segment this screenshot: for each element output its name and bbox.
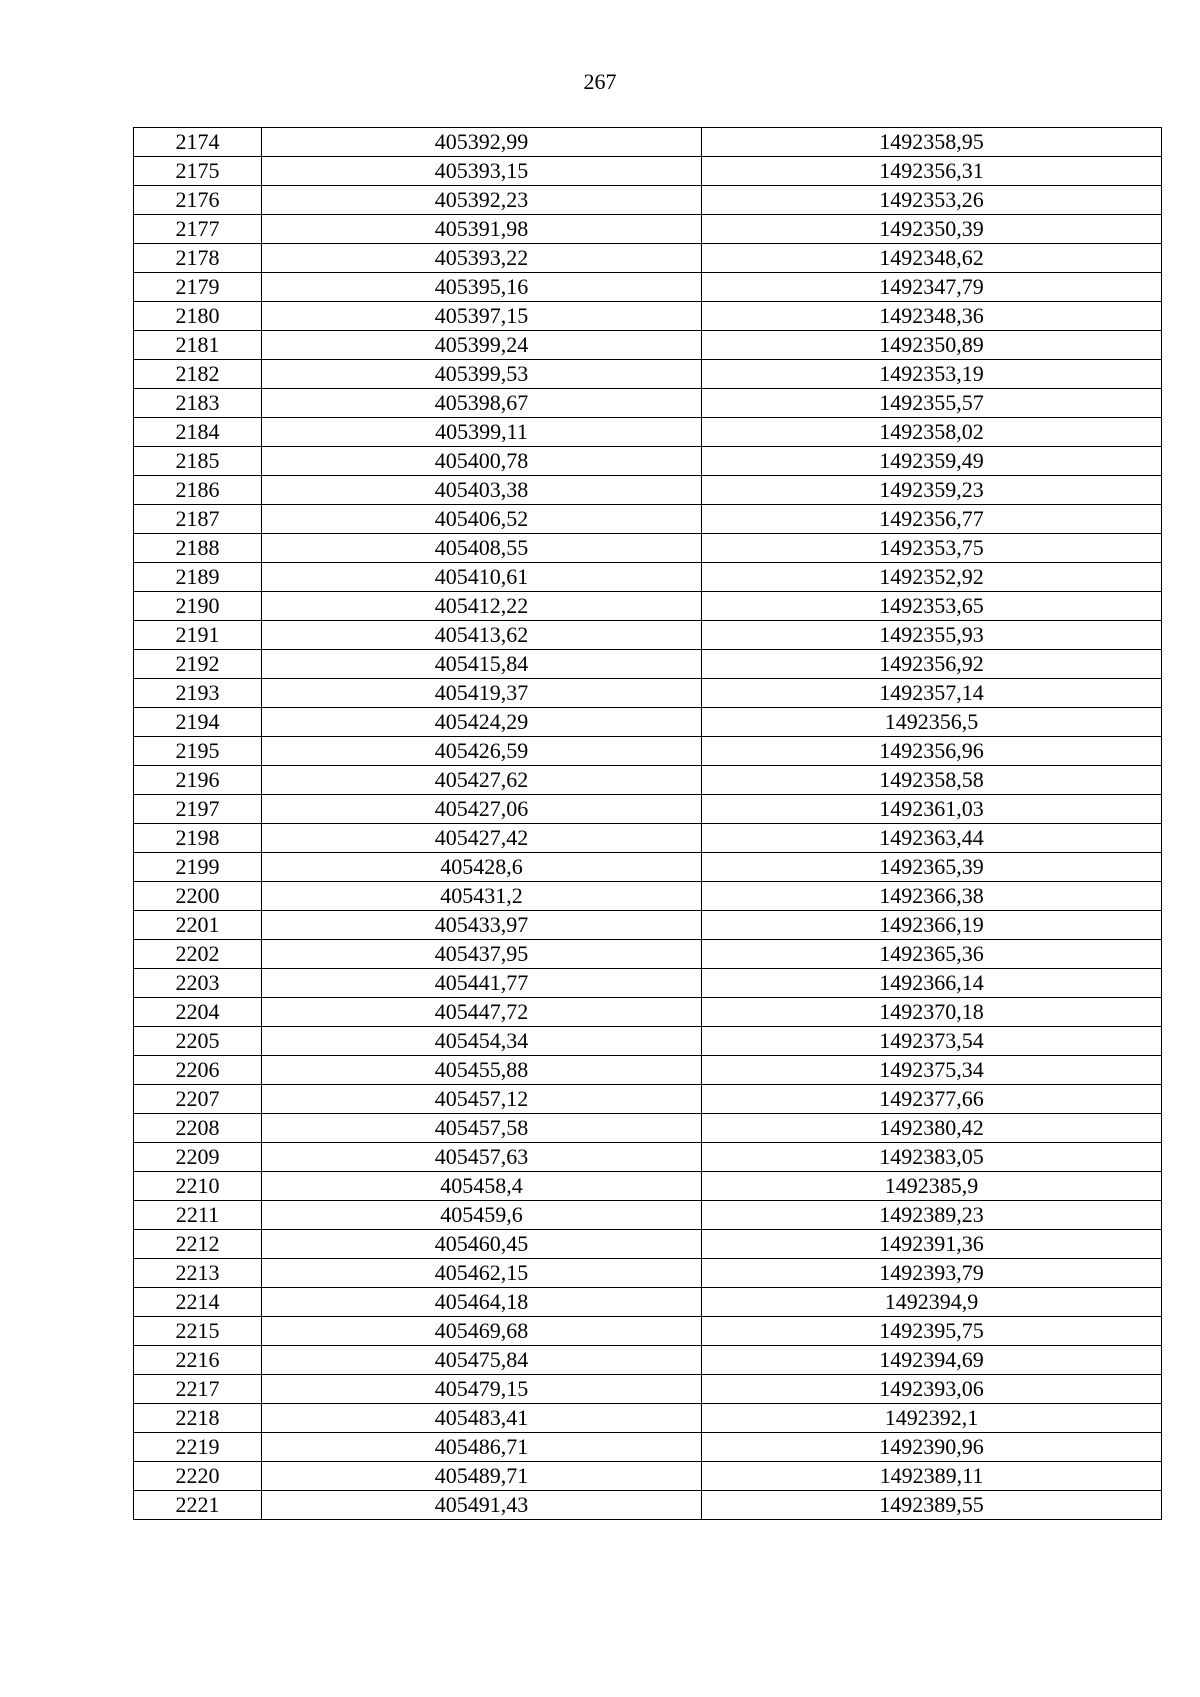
point-number-cell: 2199: [134, 853, 262, 882]
x-coordinate-cell: 405457,58: [262, 1114, 702, 1143]
x-coordinate-cell: 405483,41: [262, 1404, 702, 1433]
y-coordinate-cell: 1492365,36: [702, 940, 1162, 969]
point-number-cell: 2188: [134, 534, 262, 563]
x-coordinate-cell: 405399,24: [262, 331, 702, 360]
table-row: [134, 1317, 1162, 1346]
y-coordinate-cell: 1492356,92: [702, 650, 1162, 679]
point-number-cell: 2198: [134, 824, 262, 853]
point-number-cell: 2189: [134, 563, 262, 592]
point-number-cell: 2219: [134, 1433, 262, 1462]
x-coordinate-cell: 405457,63: [262, 1143, 702, 1172]
point-number-cell: 2185: [134, 447, 262, 476]
x-coordinate-cell: 405419,37: [262, 679, 702, 708]
y-coordinate-cell: 1492394,69: [702, 1346, 1162, 1375]
table-row: [134, 244, 1162, 273]
point-number-cell: 2180: [134, 302, 262, 331]
y-coordinate-cell: 1492353,26: [702, 186, 1162, 215]
point-number-cell: 2216: [134, 1346, 262, 1375]
x-coordinate-cell: 405391,98: [262, 215, 702, 244]
table-row: [134, 911, 1162, 940]
table-row: [134, 969, 1162, 998]
table-row: [134, 563, 1162, 592]
x-coordinate-cell: 405413,62: [262, 621, 702, 650]
x-coordinate-cell: 405457,12: [262, 1085, 702, 1114]
point-number-cell: 2195: [134, 737, 262, 766]
y-coordinate-cell: 1492394,9: [702, 1288, 1162, 1317]
x-coordinate-cell: 405427,42: [262, 824, 702, 853]
point-number-cell: 2205: [134, 1027, 262, 1056]
point-number-cell: 2221: [134, 1491, 262, 1520]
table-row: [134, 1433, 1162, 1462]
table-row: [134, 215, 1162, 244]
point-number-cell: 2201: [134, 911, 262, 940]
table-row: [134, 534, 1162, 563]
y-coordinate-cell: 1492347,79: [702, 273, 1162, 302]
y-coordinate-cell: 1492366,19: [702, 911, 1162, 940]
table-row: [134, 940, 1162, 969]
x-coordinate-cell: 405392,99: [262, 128, 702, 157]
y-coordinate-cell: 1492391,36: [702, 1230, 1162, 1259]
table-row: [134, 186, 1162, 215]
point-number-cell: 2197: [134, 795, 262, 824]
y-coordinate-cell: 1492380,42: [702, 1114, 1162, 1143]
point-number-cell: 2178: [134, 244, 262, 273]
table-row: [134, 795, 1162, 824]
y-coordinate-cell: 1492373,54: [702, 1027, 1162, 1056]
x-coordinate-cell: 405458,4: [262, 1172, 702, 1201]
y-coordinate-cell: 1492348,36: [702, 302, 1162, 331]
y-coordinate-cell: 1492359,23: [702, 476, 1162, 505]
table-row: [134, 1056, 1162, 1085]
y-coordinate-cell: 1492385,9: [702, 1172, 1162, 1201]
x-coordinate-cell: 405491,43: [262, 1491, 702, 1520]
table-row: [134, 360, 1162, 389]
table-row: [134, 128, 1162, 157]
table-row: [134, 1172, 1162, 1201]
y-coordinate-cell: 1492356,31: [702, 157, 1162, 186]
y-coordinate-cell: 1492350,89: [702, 331, 1162, 360]
x-coordinate-cell: 405426,59: [262, 737, 702, 766]
table-row: [134, 1346, 1162, 1375]
page-number: 267: [583, 69, 617, 94]
y-coordinate-cell: 1492355,93: [702, 621, 1162, 650]
x-coordinate-cell: 405392,23: [262, 186, 702, 215]
point-number-cell: 2179: [134, 273, 262, 302]
x-coordinate-cell: 405427,62: [262, 766, 702, 795]
x-coordinate-cell: 405408,55: [262, 534, 702, 563]
point-number-cell: 2218: [134, 1404, 262, 1433]
table-row: [134, 505, 1162, 534]
table-row: [134, 1114, 1162, 1143]
table-row: [134, 1230, 1162, 1259]
y-coordinate-cell: 1492393,06: [702, 1375, 1162, 1404]
table-row: [134, 679, 1162, 708]
x-coordinate-cell: 405455,88: [262, 1056, 702, 1085]
point-number-cell: 2214: [134, 1288, 262, 1317]
y-coordinate-cell: 1492383,05: [702, 1143, 1162, 1172]
y-coordinate-cell: 1492361,03: [702, 795, 1162, 824]
x-coordinate-cell: 405400,78: [262, 447, 702, 476]
x-coordinate-cell: 405454,34: [262, 1027, 702, 1056]
point-number-cell: 2208: [134, 1114, 262, 1143]
x-coordinate-cell: 405475,84: [262, 1346, 702, 1375]
table-row: [134, 302, 1162, 331]
table-row: [134, 389, 1162, 418]
x-coordinate-cell: 405489,71: [262, 1462, 702, 1491]
x-coordinate-cell: 405486,71: [262, 1433, 702, 1462]
point-number-cell: 2200: [134, 882, 262, 911]
y-coordinate-cell: 1492389,55: [702, 1491, 1162, 1520]
y-coordinate-cell: 1492356,77: [702, 505, 1162, 534]
table-row: [134, 766, 1162, 795]
point-number-cell: 2202: [134, 940, 262, 969]
point-number-cell: 2174: [134, 128, 262, 157]
x-coordinate-cell: 405397,15: [262, 302, 702, 331]
table-row: [134, 708, 1162, 737]
x-coordinate-cell: 405459,6: [262, 1201, 702, 1230]
y-coordinate-cell: 1492365,39: [702, 853, 1162, 882]
point-number-cell: 2196: [134, 766, 262, 795]
x-coordinate-cell: 405424,29: [262, 708, 702, 737]
x-coordinate-cell: 405415,84: [262, 650, 702, 679]
y-coordinate-cell: 1492355,57: [702, 389, 1162, 418]
y-coordinate-cell: 1492390,96: [702, 1433, 1162, 1462]
point-number-cell: 2190: [134, 592, 262, 621]
y-coordinate-cell: 1492350,39: [702, 215, 1162, 244]
y-coordinate-cell: 1492358,58: [702, 766, 1162, 795]
x-coordinate-cell: 405447,72: [262, 998, 702, 1027]
y-coordinate-cell: 1492353,19: [702, 360, 1162, 389]
point-number-cell: 2193: [134, 679, 262, 708]
point-number-cell: 2194: [134, 708, 262, 737]
x-coordinate-cell: 405406,52: [262, 505, 702, 534]
table-row: [134, 418, 1162, 447]
x-coordinate-cell: 405431,2: [262, 882, 702, 911]
x-coordinate-cell: 405403,38: [262, 476, 702, 505]
point-number-cell: 2211: [134, 1201, 262, 1230]
table-row: [134, 157, 1162, 186]
table-row: [134, 998, 1162, 1027]
y-coordinate-cell: 1492356,96: [702, 737, 1162, 766]
table-row: [134, 1027, 1162, 1056]
y-coordinate-cell: 1492395,75: [702, 1317, 1162, 1346]
table-row: [134, 592, 1162, 621]
y-coordinate-cell: 1492353,75: [702, 534, 1162, 563]
x-coordinate-cell: 405469,68: [262, 1317, 702, 1346]
table-row: [134, 1085, 1162, 1114]
table-row: [134, 273, 1162, 302]
point-number-cell: 2203: [134, 969, 262, 998]
x-coordinate-cell: 405410,61: [262, 563, 702, 592]
x-coordinate-cell: 405393,15: [262, 157, 702, 186]
x-coordinate-cell: 405395,16: [262, 273, 702, 302]
point-number-cell: 2204: [134, 998, 262, 1027]
x-coordinate-cell: 405464,18: [262, 1288, 702, 1317]
y-coordinate-cell: 1492366,14: [702, 969, 1162, 998]
point-number-cell: 2183: [134, 389, 262, 418]
y-coordinate-cell: 1492353,65: [702, 592, 1162, 621]
table-row: [134, 1288, 1162, 1317]
y-coordinate-cell: 1492375,34: [702, 1056, 1162, 1085]
y-coordinate-cell: 1492363,44: [702, 824, 1162, 853]
x-coordinate-cell: 405428,6: [262, 853, 702, 882]
point-number-cell: 2181: [134, 331, 262, 360]
table-row: [134, 882, 1162, 911]
x-coordinate-cell: 405460,45: [262, 1230, 702, 1259]
y-coordinate-cell: 1492366,38: [702, 882, 1162, 911]
table-row: [134, 737, 1162, 766]
table-row: [134, 621, 1162, 650]
table-row: [134, 1404, 1162, 1433]
y-coordinate-cell: 1492358,95: [702, 128, 1162, 157]
x-coordinate-cell: 405399,53: [262, 360, 702, 389]
point-number-cell: 2220: [134, 1462, 262, 1491]
y-coordinate-cell: 1492356,5: [702, 708, 1162, 737]
x-coordinate-cell: 405437,95: [262, 940, 702, 969]
point-number-cell: 2209: [134, 1143, 262, 1172]
table-row: [134, 1375, 1162, 1404]
table-row: [134, 331, 1162, 360]
point-number-cell: 2191: [134, 621, 262, 650]
point-number-cell: 2210: [134, 1172, 262, 1201]
point-number-cell: 2176: [134, 186, 262, 215]
x-coordinate-cell: 405399,11: [262, 418, 702, 447]
x-coordinate-cell: 405441,77: [262, 969, 702, 998]
table-row: [134, 1491, 1162, 1520]
x-coordinate-cell: 405433,97: [262, 911, 702, 940]
point-number-cell: 2212: [134, 1230, 262, 1259]
x-coordinate-cell: 405479,15: [262, 1375, 702, 1404]
coordinates-table: [133, 127, 1162, 1520]
table-row: [134, 1201, 1162, 1230]
y-coordinate-cell: 1492358,02: [702, 418, 1162, 447]
x-coordinate-cell: 405462,15: [262, 1259, 702, 1288]
x-coordinate-cell: 405412,22: [262, 592, 702, 621]
y-coordinate-cell: 1492389,23: [702, 1201, 1162, 1230]
point-number-cell: 2217: [134, 1375, 262, 1404]
point-number-cell: 2186: [134, 476, 262, 505]
y-coordinate-cell: 1492377,66: [702, 1085, 1162, 1114]
point-number-cell: 2215: [134, 1317, 262, 1346]
table-row: [134, 650, 1162, 679]
point-number-cell: 2175: [134, 157, 262, 186]
x-coordinate-cell: 405398,67: [262, 389, 702, 418]
y-coordinate-cell: 1492348,62: [702, 244, 1162, 273]
table-row: [134, 1462, 1162, 1491]
y-coordinate-cell: 1492389,11: [702, 1462, 1162, 1491]
table-row: [134, 824, 1162, 853]
y-coordinate-cell: 1492357,14: [702, 679, 1162, 708]
point-number-cell: 2182: [134, 360, 262, 389]
table-row: [134, 1143, 1162, 1172]
point-number-cell: 2213: [134, 1259, 262, 1288]
table-row: [134, 853, 1162, 882]
y-coordinate-cell: 1492359,49: [702, 447, 1162, 476]
table-row: [134, 1259, 1162, 1288]
point-number-cell: 2184: [134, 418, 262, 447]
point-number-cell: 2206: [134, 1056, 262, 1085]
table-row: [134, 447, 1162, 476]
table-row: [134, 476, 1162, 505]
x-coordinate-cell: 405427,06: [262, 795, 702, 824]
y-coordinate-cell: 1492370,18: [702, 998, 1162, 1027]
y-coordinate-cell: 1492352,92: [702, 563, 1162, 592]
y-coordinate-cell: 1492393,79: [702, 1259, 1162, 1288]
y-coordinate-cell: 1492392,1: [702, 1404, 1162, 1433]
coordinates-table-body: [134, 128, 1162, 1520]
point-number-cell: 2187: [134, 505, 262, 534]
point-number-cell: 2192: [134, 650, 262, 679]
point-number-cell: 2207: [134, 1085, 262, 1114]
point-number-cell: 2177: [134, 215, 262, 244]
x-coordinate-cell: 405393,22: [262, 244, 702, 273]
